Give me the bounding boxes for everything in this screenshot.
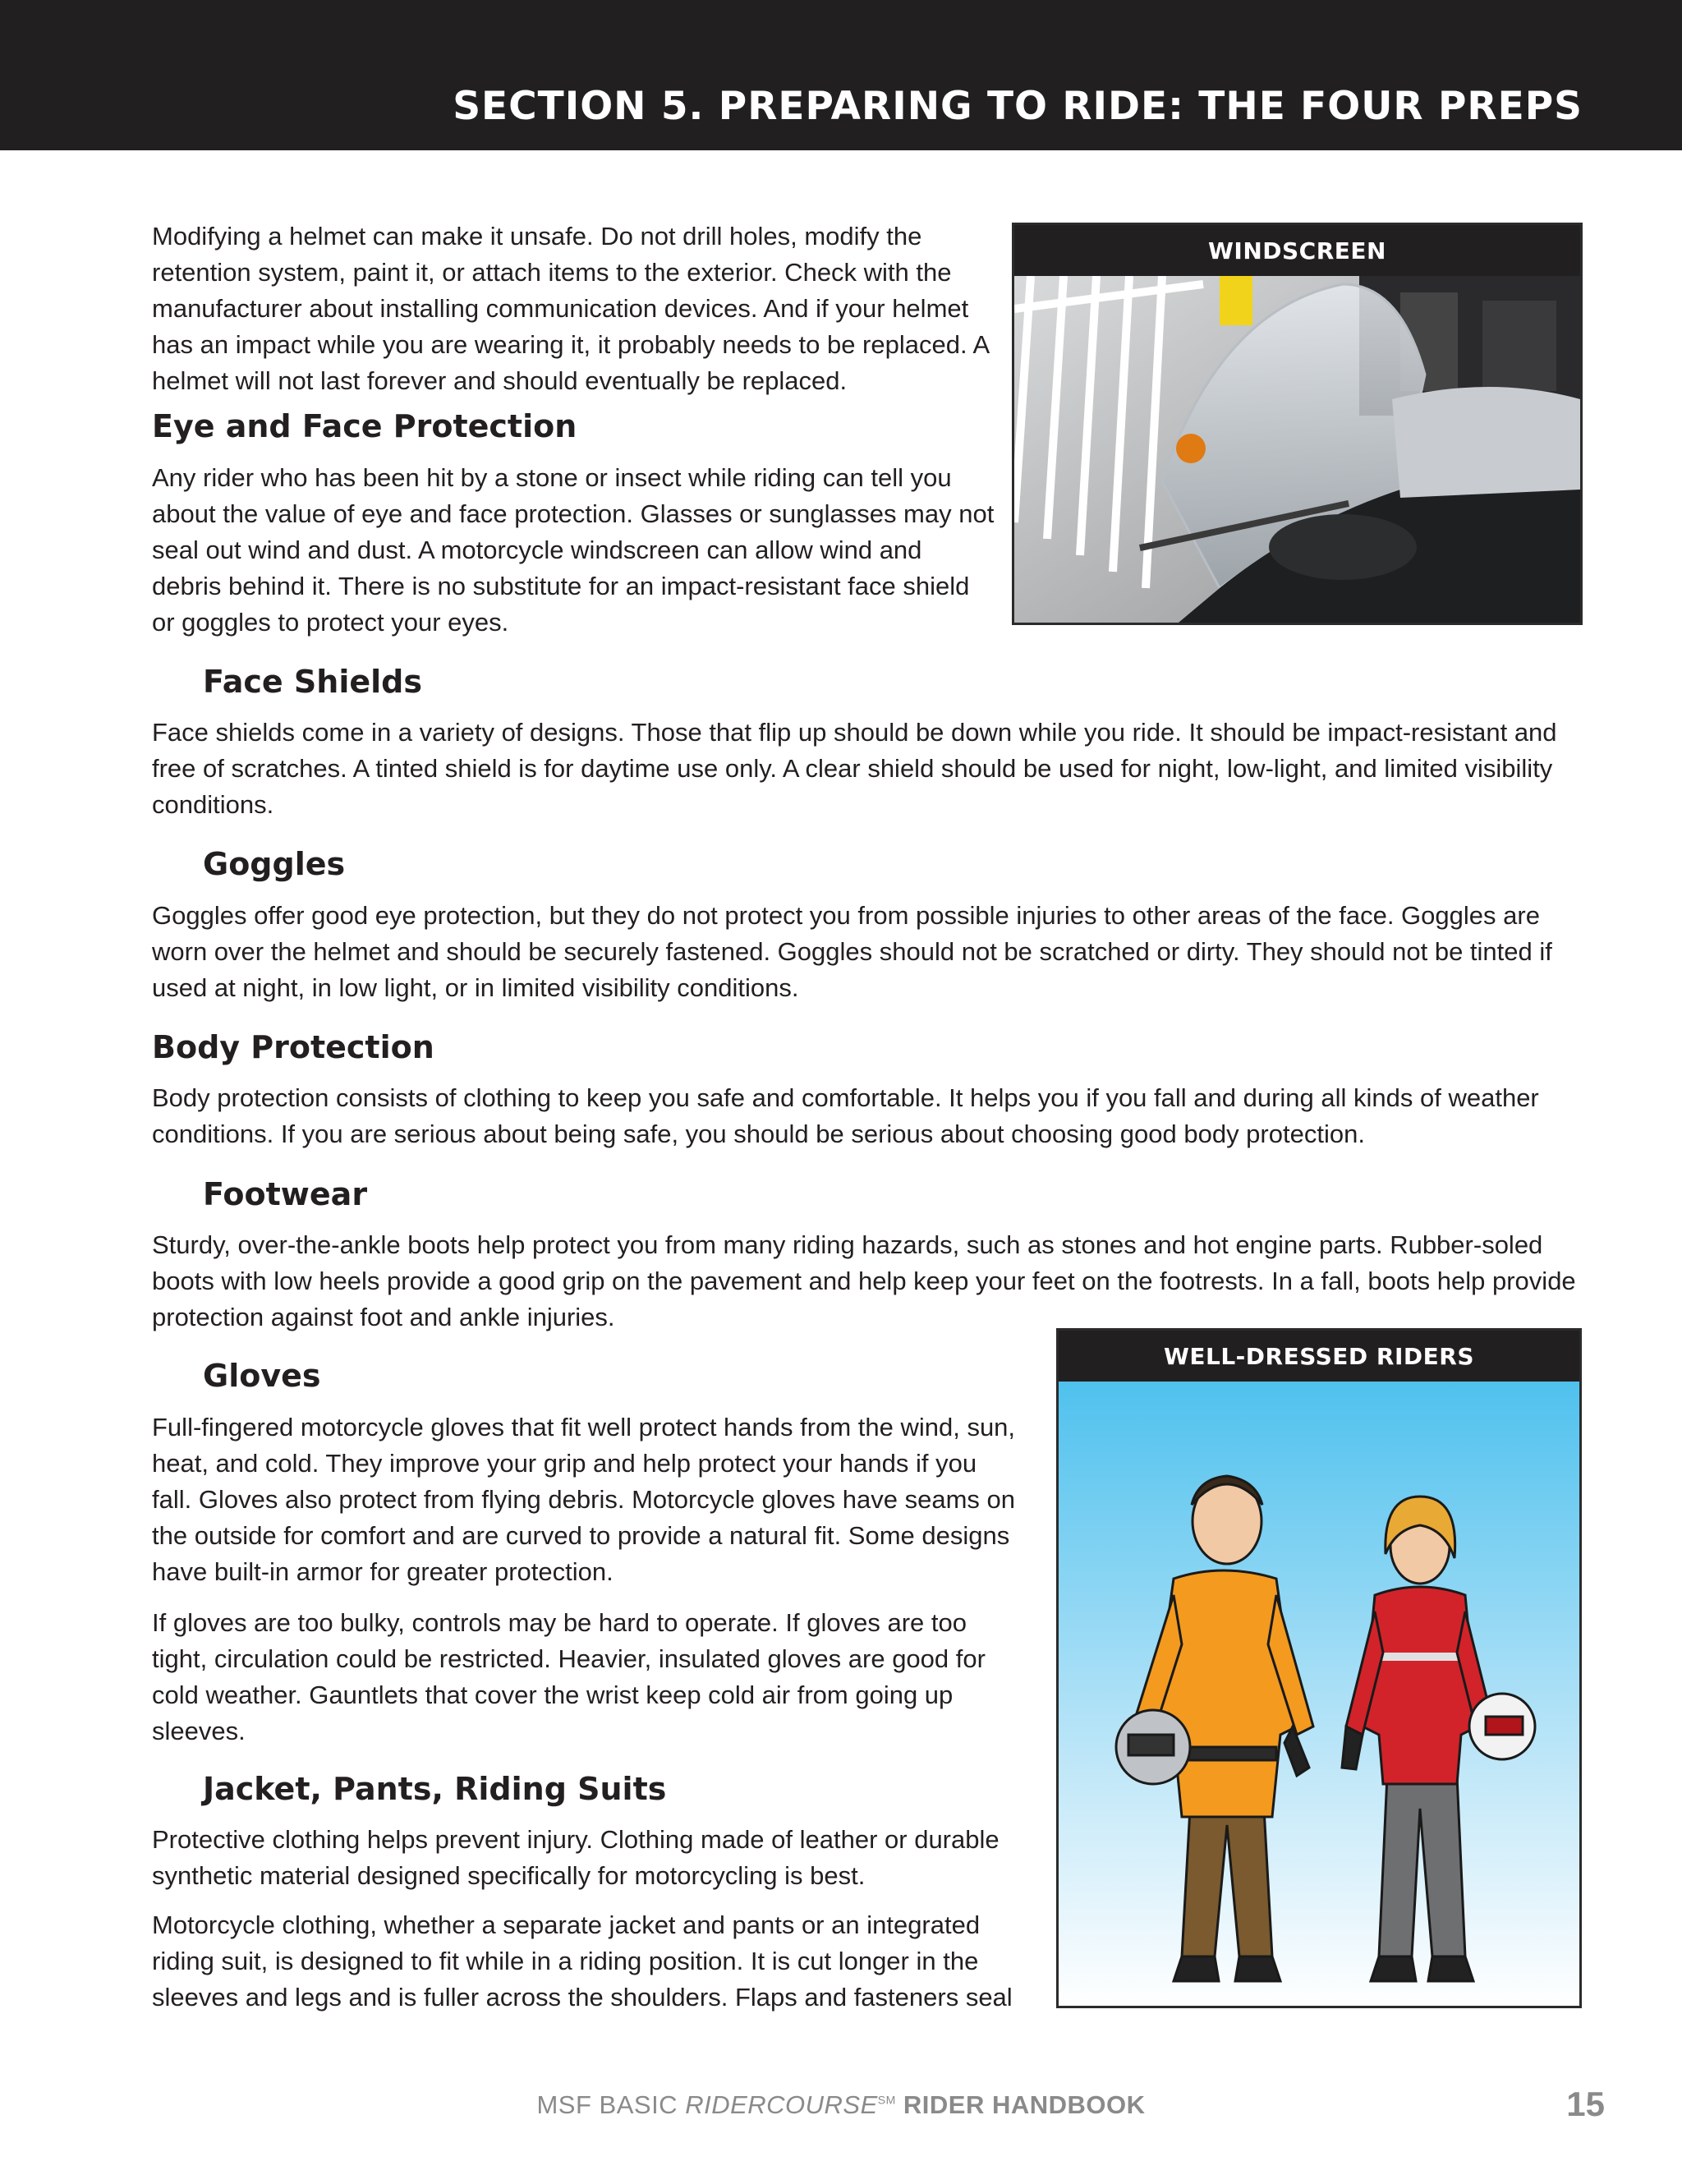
riders-figure xyxy=(1056,1328,1582,2008)
heading-jacket-pants: Jacket, Pants, Riding Suits xyxy=(203,1771,667,1807)
eye-protection-paragraph: Any rider who has been hit by a stone or insect while riding can tell you about the value of eye and face protection. Glasses or sunglasses may not seal out wind and dust. A motorcycle windscreen can allow wind and debris behind it. There is no substitute for an impact-resistant face shield or goggles to protect your eyes. xyxy=(152,463,995,637)
heading-body-protection: Body Protection xyxy=(152,1029,434,1065)
heading-eye-face-protection: Eye and Face Protection xyxy=(152,408,577,444)
body-protection-paragraph: Body protection consists of clothing to keep you safe and comfortable. It helps you if you fall and during all kinds of weather conditions. If you are serious about being safe, you should be serious about choosing good body protection. xyxy=(152,1083,1539,1148)
riders-illustration xyxy=(1059,1382,1579,2006)
jacket-paragraph-1: Protective clothing helps prevent injury. Clothing made of leather or durable synthetic material designed specifically for motorcycling is best. xyxy=(152,1825,1000,1890)
face-shields-paragraph: Face shields come in a variety of designs. Those that flip up should be down while you ride. It should be impact-resistant and free of scratches. A tinted shield is for daytime use only. A clear shield should be used for night, low-light, and limited visibility conditions. xyxy=(152,718,1557,819)
footwear-paragraph: Sturdy, over-the-ankle boots help protect you from many riding hazards, such as stones and hot engine parts. Rubber-soled boots with low heels provide a good grip on the pavement and help keep your feet on the footrests. In a fall, boots help provide protection against foot and ankle injuries. xyxy=(152,1230,1576,1331)
section-header-bar xyxy=(0,0,1682,150)
heading-face-shields: Face Shields xyxy=(203,664,422,700)
goggles-paragraph: Goggles offer good eye protection, but they do not protect you from possible injuries to other areas of the face. Goggles are worn over the helmet and should be securely fastened. Goggles should not be scratched or dirty. They should not be tinted if used at night, in low light, or in limited visibility conditions. xyxy=(152,901,1552,1002)
section-title: SECTION 5. PREPARING TO RIDE: THE FOUR PREPS xyxy=(453,84,1583,129)
footer-handbook-title: MSF BASIC RIDERCOURSE℠ RIDER HANDBOOK xyxy=(536,2090,1146,2119)
riders-caption: WELL-DRESSED RIDERS xyxy=(1059,1331,1579,1382)
helmet-paragraph: Modifying a helmet can make it unsafe. Do not drill holes, modify the retention system, paint it, or attach items to the exterior. Check with the manufacturer about installing communication devices. And if your helmet has an impact while you are wearing it, it probably needs to be replaced. A helmet will not last forever and should eventually be replaced. xyxy=(152,222,989,395)
gloves-paragraph-1: Full-fingered motorcycle gloves that fit well protect hands from the wind, sun, heat, and cold. They improve your grip and help protect your hands if you fall. Gloves also protect from flying debris. Motorcycle gloves have seams on the outside for comfort and are curved to provide a natural fit. Some designs have built-in armor for greater protection. xyxy=(152,1413,1016,1586)
heading-gloves: Gloves xyxy=(203,1358,321,1394)
windscreen-caption: WINDSCREEN xyxy=(1014,225,1580,276)
page-number: 15 xyxy=(1566,2085,1605,2123)
heading-footwear: Footwear xyxy=(203,1176,368,1212)
windscreen-photo xyxy=(1014,276,1580,623)
windscreen-figure xyxy=(1012,223,1583,625)
jacket-paragraph-2: Motorcycle clothing, whether a separate jacket and pants or an integrated riding suit, is designed to fit while in a riding position. It is cut longer in the sleeves and legs and is fuller across the shoulders. Flaps and fasteners seal xyxy=(152,1910,1013,2012)
heading-goggles: Goggles xyxy=(203,846,346,882)
gloves-paragraph-2: If gloves are too bulky, controls may be hard to operate. If gloves are too tight, circulation could be restricted. Heavier, insulated gloves are good for cold weather. Gauntlets that cover the wrist keep cold air from going up sleeves. xyxy=(152,1608,986,1745)
